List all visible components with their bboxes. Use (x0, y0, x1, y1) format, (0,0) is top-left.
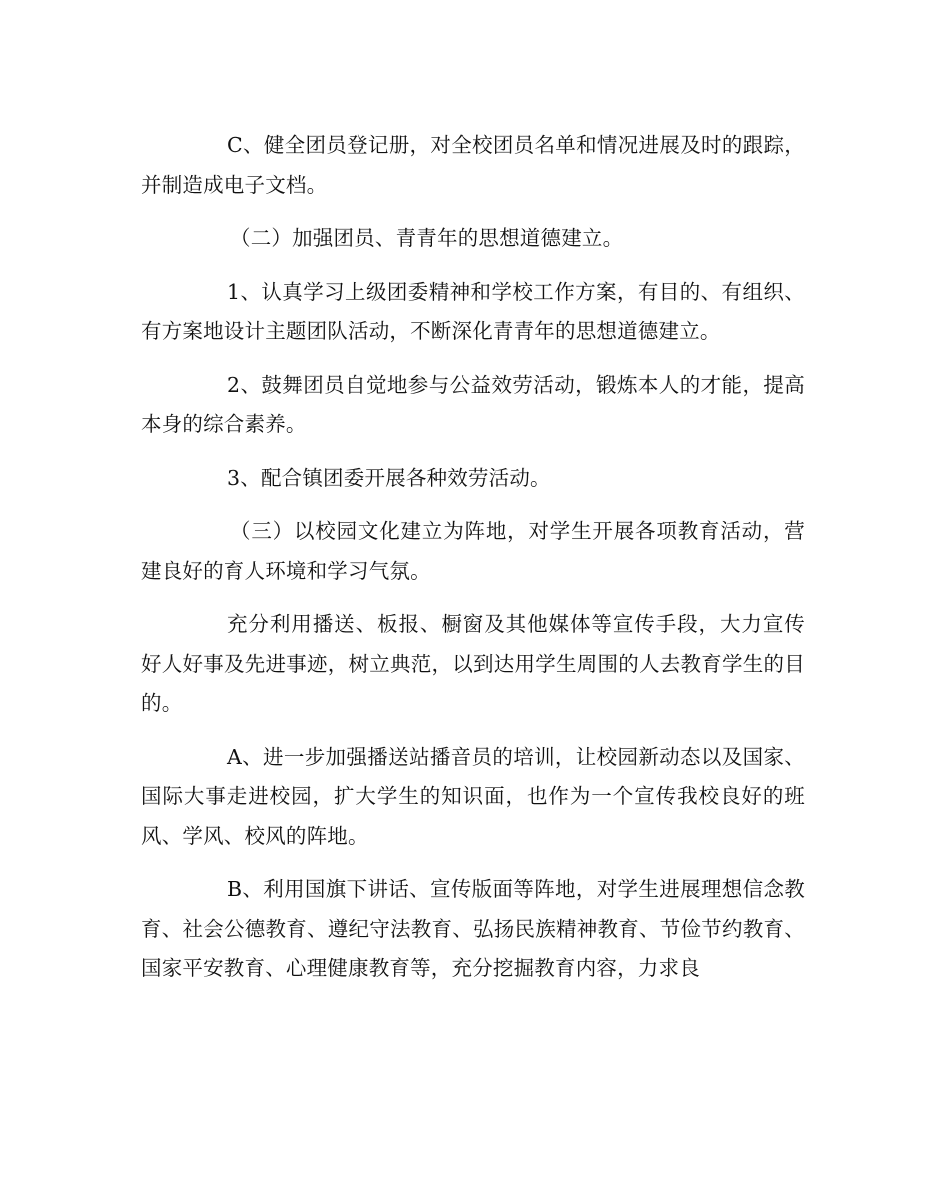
section-heading-2: （二）加强团员、青青年的思想道德建立。 (230, 226, 624, 250)
paragraph-item-1: 1、认真学习上级团委精神和学校工作方案，有目的、有组织、有方案地设计主题团队活动，不断深化青青年的思想道德建立。 (141, 279, 805, 343)
document-body (141, 126, 805, 1003)
paragraph-item-2: 2、鼓舞团员自觉地参与公益效劳活动，锻炼本人的才能，提高本身的综合素养。 (141, 372, 805, 436)
paragraph-c-member-register: C、健全团员登记册，对全校团员名单和情况进展及时的跟踪，并制造成电子文档。 (141, 133, 805, 197)
paragraph-item-3: 3、配合镇团委开展各种效劳活动。 (227, 465, 551, 490)
paragraph-publicity: 充分利用播送、板报、橱窗及其他媒体等宣传手段，大力宣传好人好事及先进事迹，树立典范，以到达用学生周围的人去教育学生的目的。 (141, 612, 805, 715)
section-heading-3: （三）以校园文化建立为阵地，对学生开展各项教育活动，营建良好的育人环境和学习气氛。 (141, 519, 805, 583)
paragraph-a-broadcast: A、进一步加强播送站播音员的培训，让校园新动态以及国家、国际大事走进校园，扩大学生的知识面，也作为一个宣传我校良好的班风、学风、校风的阵地。 (141, 744, 805, 848)
paragraph-b-flag-speech: B、利用国旗下讲话、宣传版面等阵地，对学生进展理想信念教育、社会公德教育、遵纪守法教育、弘扬民族精神教育、节俭节约教育、国家平安教育、心理健康教育等，充分挖掘教育内容，力求良 (141, 877, 805, 980)
